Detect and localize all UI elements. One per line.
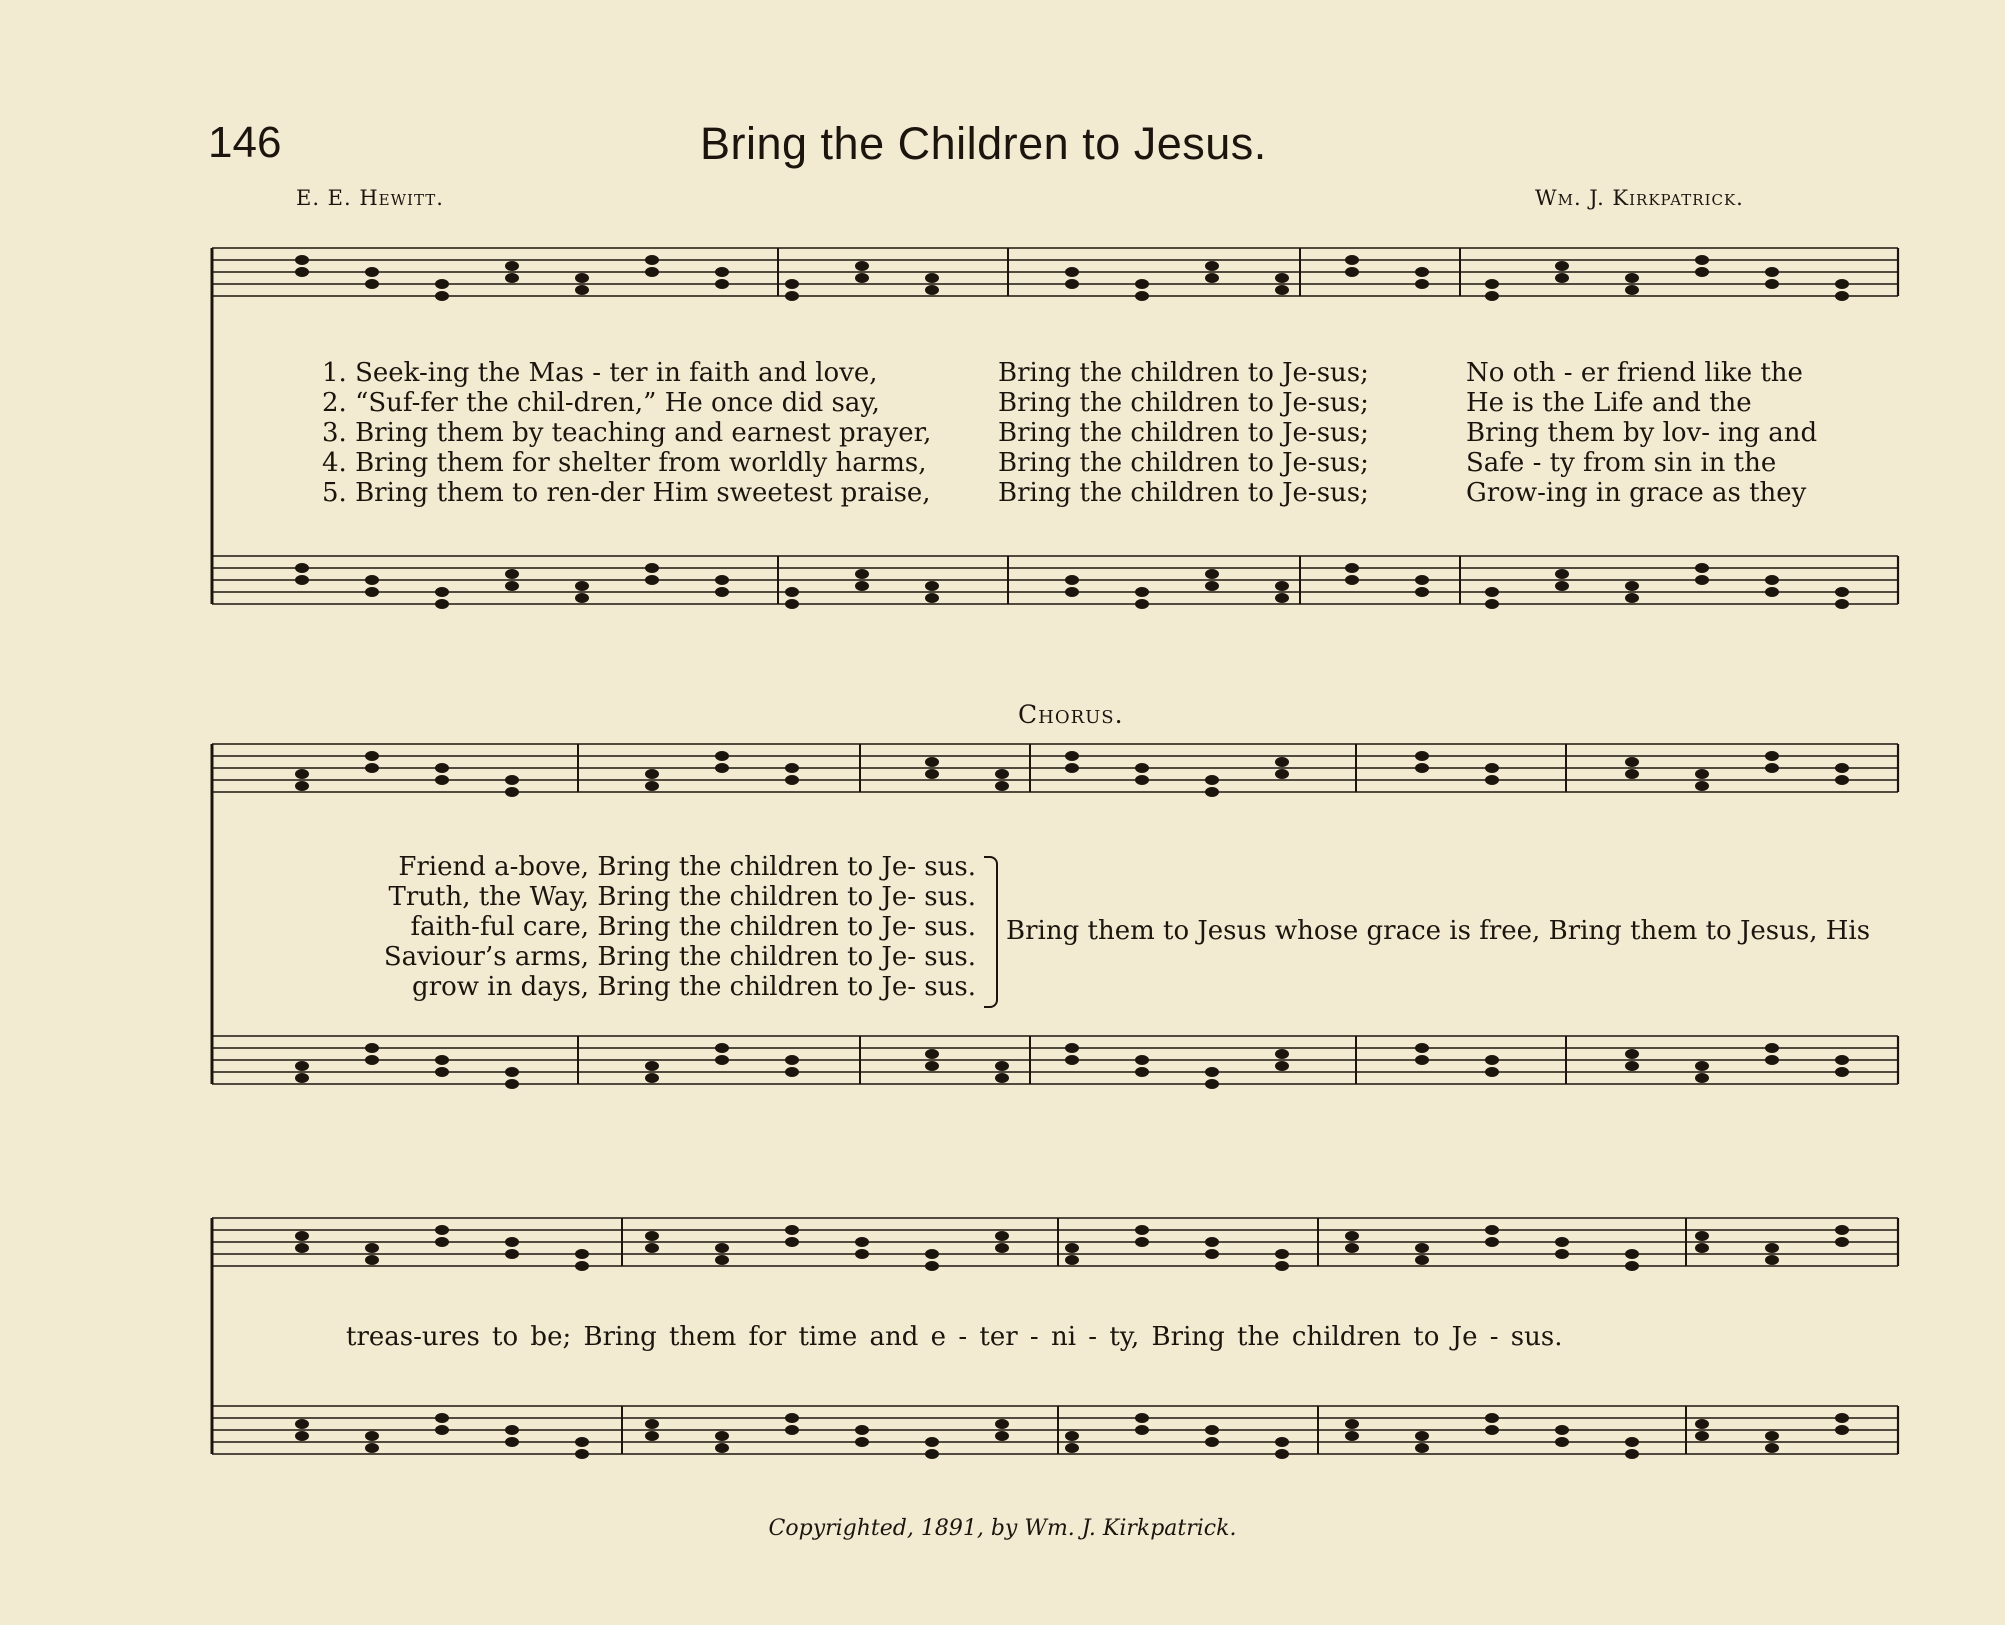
note-head: [925, 1449, 939, 1459]
note-head: [855, 273, 869, 283]
note-head: [1695, 1061, 1709, 1071]
note-head: [1625, 1249, 1639, 1259]
note-head: [1485, 291, 1499, 301]
note-head: [1835, 1425, 1849, 1435]
note-head: [435, 1225, 449, 1235]
note-head: [855, 1237, 869, 1247]
note-head: [1765, 587, 1779, 597]
note-head: [435, 775, 449, 785]
note-head: [1415, 1443, 1429, 1453]
note-head: [645, 1419, 659, 1429]
note-head: [1065, 751, 1079, 761]
note-head: [365, 1443, 379, 1453]
note-head: [1835, 1225, 1849, 1235]
note-head: [645, 1073, 659, 1083]
note-head: [645, 1061, 659, 1071]
verse-refrain: Bring the children to Je-sus;: [998, 418, 1369, 448]
note-head: [785, 1067, 799, 1077]
note-head: [1135, 599, 1149, 609]
note-head: [1205, 569, 1219, 579]
note-head: [1135, 763, 1149, 773]
note-head: [715, 587, 729, 597]
note-head: [1065, 279, 1079, 289]
note-head: [1765, 1443, 1779, 1453]
note-head: [1135, 587, 1149, 597]
note-head: [715, 279, 729, 289]
note-head: [1415, 1255, 1429, 1265]
note-head: [1275, 1049, 1289, 1059]
note-head: [505, 1079, 519, 1089]
note-head: [1555, 273, 1569, 283]
note-head: [1065, 1043, 1079, 1053]
note-head: [505, 261, 519, 271]
note-head: [1275, 1061, 1289, 1071]
note-head: [1835, 279, 1849, 289]
verse-text: 5. Bring them to ren-der Him sweetest praise,: [322, 478, 931, 508]
note-head: [435, 1237, 449, 1247]
note-head: [715, 1243, 729, 1253]
note-head: [1205, 1425, 1219, 1435]
note-head: [1275, 1437, 1289, 1447]
note-head: [435, 587, 449, 597]
note-head: [1625, 1449, 1639, 1459]
note-head: [785, 1225, 799, 1235]
note-head: [785, 599, 799, 609]
note-head: [1135, 291, 1149, 301]
note-head: [1205, 1249, 1219, 1259]
note-head: [1415, 1055, 1429, 1065]
note-head: [1415, 1043, 1429, 1053]
note-head: [1485, 279, 1499, 289]
note-head: [575, 1449, 589, 1459]
note-head: [855, 569, 869, 579]
note-head: [1695, 1431, 1709, 1441]
note-head: [505, 775, 519, 785]
note-head: [1065, 1255, 1079, 1265]
note-head: [1205, 775, 1219, 785]
note-head: [1345, 563, 1359, 573]
note-head: [435, 1425, 449, 1435]
note-head: [1765, 1255, 1779, 1265]
verse-refrain: Bring the children to Je-sus;: [998, 478, 1369, 508]
note-head: [505, 273, 519, 283]
note-head: [1555, 1437, 1569, 1447]
note-head: [1275, 273, 1289, 283]
note-head: [645, 769, 659, 779]
note-head: [1765, 279, 1779, 289]
note-head: [1205, 1237, 1219, 1247]
note-head: [1695, 575, 1709, 585]
note-head: [1765, 1243, 1779, 1253]
note-head: [785, 291, 799, 301]
note-head: [715, 763, 729, 773]
note-head: [645, 1431, 659, 1441]
note-head: [1065, 575, 1079, 585]
note-head: [1625, 285, 1639, 295]
note-head: [1835, 1237, 1849, 1247]
note-head: [1485, 1055, 1499, 1065]
note-head: [715, 1431, 729, 1441]
note-head: [365, 1243, 379, 1253]
note-head: [1345, 1231, 1359, 1241]
note-head: [575, 593, 589, 603]
note-head: [715, 1055, 729, 1065]
note-head: [715, 751, 729, 761]
note-head: [855, 1425, 869, 1435]
note-head: [925, 769, 939, 779]
note-head: [1765, 1043, 1779, 1053]
note-head: [1205, 581, 1219, 591]
note-head: [435, 599, 449, 609]
note-head: [995, 1061, 1009, 1071]
note-head: [295, 781, 309, 791]
note-head: [365, 587, 379, 597]
note-head: [1835, 587, 1849, 597]
hymn-title: Bring the Children to Jesus.: [700, 118, 1267, 169]
verse-text: 3. Bring them by teaching and earnest prayer,: [322, 418, 932, 448]
note-head: [365, 279, 379, 289]
note-head: [1275, 593, 1289, 603]
note-head: [1135, 1067, 1149, 1077]
note-head: [925, 1261, 939, 1271]
note-head: [1765, 267, 1779, 277]
note-head: [1415, 763, 1429, 773]
note-head: [1695, 563, 1709, 573]
note-head: [645, 781, 659, 791]
note-head: [295, 1061, 309, 1071]
note-head: [1205, 261, 1219, 271]
note-head: [435, 291, 449, 301]
note-head: [1065, 1243, 1079, 1253]
note-head: [1485, 1225, 1499, 1235]
note-head: [1555, 581, 1569, 591]
note-head: [995, 1243, 1009, 1253]
composer-credit: Wm. J. Kirkpatrick.: [1535, 186, 1744, 210]
note-head: [1765, 1055, 1779, 1065]
note-head: [715, 1255, 729, 1265]
note-head: [925, 1061, 939, 1071]
verse-ending: grow in days, Bring the children to Je- sus.: [412, 972, 976, 1002]
note-head: [1695, 255, 1709, 265]
verse-refrain: Bring the children to Je-sus;: [998, 358, 1369, 388]
note-head: [365, 1431, 379, 1441]
note-head: [1345, 267, 1359, 277]
note-head: [575, 285, 589, 295]
note-head: [645, 575, 659, 585]
copyright-notice: Copyrighted, 1891, by Wm. J. Kirkpatrick.: [768, 1516, 1237, 1541]
note-head: [505, 787, 519, 797]
note-head: [1625, 1049, 1639, 1059]
note-head: [1415, 279, 1429, 289]
note-head: [1555, 569, 1569, 579]
note-head: [1415, 1431, 1429, 1441]
note-head: [1275, 769, 1289, 779]
chorus-lyric-line: Bring them to Jesus whose grace is free, Bring them to Jesus, His: [1006, 916, 1871, 946]
verse-text: 4. Bring them for shelter from worldly harms,: [322, 448, 927, 478]
note-head: [785, 1237, 799, 1247]
note-head: [1275, 581, 1289, 591]
note-head: [1555, 261, 1569, 271]
note-head: [1625, 593, 1639, 603]
note-head: [855, 1249, 869, 1259]
note-head: [1415, 575, 1429, 585]
verse-ending: Friend a-bove, Bring the children to Je- sus.: [398, 852, 976, 882]
verse-continuation: No oth - er friend like the: [1466, 358, 1803, 388]
note-head: [1485, 1425, 1499, 1435]
note-head: [925, 581, 939, 591]
note-head: [1135, 279, 1149, 289]
note-head: [1205, 273, 1219, 283]
note-head: [1065, 587, 1079, 597]
note-head: [715, 1043, 729, 1053]
note-head: [645, 1243, 659, 1253]
note-head: [855, 1437, 869, 1447]
note-head: [295, 1419, 309, 1429]
note-head: [1625, 273, 1639, 283]
note-head: [785, 1055, 799, 1065]
note-head: [1765, 763, 1779, 773]
note-head: [1205, 787, 1219, 797]
verse-text: 1. Seek-ing the Mas - ter in faith and love,: [322, 358, 878, 388]
note-head: [715, 1443, 729, 1453]
note-head: [925, 1049, 939, 1059]
note-head: [1345, 1243, 1359, 1253]
lyricist-credit: E. E. Hewitt.: [296, 186, 444, 210]
note-head: [435, 1055, 449, 1065]
note-head: [1135, 1413, 1149, 1423]
chorus-label: Chorus.: [1018, 700, 1124, 729]
note-head: [785, 1413, 799, 1423]
note-head: [1555, 1237, 1569, 1247]
verse-continuation: He is the Life and the: [1466, 388, 1752, 418]
note-head: [1065, 1443, 1079, 1453]
note-head: [1485, 1067, 1499, 1077]
note-head: [505, 569, 519, 579]
note-head: [365, 751, 379, 761]
note-head: [505, 1067, 519, 1077]
note-head: [1275, 1261, 1289, 1271]
note-head: [1835, 1055, 1849, 1065]
verse-lyrics: [322, 358, 1892, 513]
note-head: [645, 1231, 659, 1241]
note-head: [1835, 1413, 1849, 1423]
verse-ending: Truth, the Way, Bring the children to Je- sus.: [388, 882, 976, 912]
note-head: [1625, 581, 1639, 591]
note-head: [505, 581, 519, 591]
note-head: [1275, 757, 1289, 767]
note-head: [295, 1231, 309, 1241]
note-head: [505, 1237, 519, 1247]
note-head: [575, 1437, 589, 1447]
note-head: [1625, 757, 1639, 767]
note-head: [435, 279, 449, 289]
note-head: [995, 1073, 1009, 1083]
note-head: [855, 581, 869, 591]
note-head: [1205, 1437, 1219, 1447]
note-head: [1485, 1413, 1499, 1423]
note-head: [1485, 775, 1499, 785]
chorus-verse-endings: [290, 852, 990, 1012]
note-head: [1695, 1243, 1709, 1253]
note-head: [365, 267, 379, 277]
note-head: [505, 1437, 519, 1447]
note-head: [295, 255, 309, 265]
note-head: [435, 1413, 449, 1423]
note-head: [1485, 599, 1499, 609]
note-head: [1345, 255, 1359, 265]
note-head: [575, 581, 589, 591]
note-head: [1135, 1055, 1149, 1065]
note-head: [1415, 1243, 1429, 1253]
note-head: [925, 1437, 939, 1447]
note-head: [995, 769, 1009, 779]
note-head: [995, 1231, 1009, 1241]
note-head: [1625, 1261, 1639, 1271]
note-head: [995, 781, 1009, 791]
note-head: [855, 261, 869, 271]
note-head: [1765, 575, 1779, 585]
note-head: [1625, 769, 1639, 779]
note-head: [1485, 1237, 1499, 1247]
note-head: [925, 285, 939, 295]
note-head: [1555, 1249, 1569, 1259]
verse-continuation: Grow-ing in grace as they: [1466, 478, 1807, 508]
note-head: [785, 775, 799, 785]
note-head: [1135, 775, 1149, 785]
note-head: [1345, 1431, 1359, 1441]
note-head: [505, 1425, 519, 1435]
note-head: [1205, 1067, 1219, 1077]
note-head: [575, 1249, 589, 1259]
page-number: 146: [208, 118, 282, 167]
note-head: [715, 575, 729, 585]
note-head: [295, 1431, 309, 1441]
note-head: [365, 1055, 379, 1065]
note-head: [1345, 1419, 1359, 1429]
note-head: [645, 267, 659, 277]
verse-continuation: Safe - ty from sin in the: [1466, 448, 1777, 478]
note-head: [1835, 775, 1849, 785]
note-head: [645, 255, 659, 265]
note-head: [1275, 1449, 1289, 1459]
note-head: [1835, 1067, 1849, 1077]
verse-refrain: Bring the children to Je-sus;: [998, 448, 1369, 478]
note-head: [365, 575, 379, 585]
note-head: [1275, 1249, 1289, 1259]
final-lyric-line: treas-ures to be; Bring them for time and e - ter - ni - ty, Bring the children to Je - sus.: [346, 1322, 1563, 1352]
note-head: [1415, 587, 1429, 597]
note-head: [1695, 1231, 1709, 1241]
note-head: [1415, 267, 1429, 277]
note-head: [295, 1243, 309, 1253]
note-head: [785, 587, 799, 597]
note-head: [1205, 1079, 1219, 1089]
note-head: [1485, 587, 1499, 597]
note-head: [995, 1431, 1009, 1441]
note-head: [1135, 1225, 1149, 1235]
note-head: [1275, 285, 1289, 295]
note-head: [1835, 763, 1849, 773]
note-head: [785, 279, 799, 289]
note-head: [995, 1419, 1009, 1429]
note-head: [1625, 1437, 1639, 1447]
note-head: [645, 563, 659, 573]
note-head: [1555, 1425, 1569, 1435]
verse-continuation: Bring them by lov- ing and: [1466, 418, 1818, 448]
note-head: [365, 1043, 379, 1053]
note-head: [925, 757, 939, 767]
note-head: [295, 769, 309, 779]
note-head: [575, 273, 589, 283]
note-head: [365, 763, 379, 773]
note-head: [295, 1073, 309, 1083]
note-head: [1415, 751, 1429, 761]
note-head: [925, 1249, 939, 1259]
verse-ending: Saviour’s arms, Bring the children to Je- sus.: [383, 942, 976, 972]
note-head: [925, 593, 939, 603]
note-head: [575, 1261, 589, 1271]
note-head: [435, 763, 449, 773]
note-head: [1065, 763, 1079, 773]
note-head: [1065, 1055, 1079, 1065]
note-head: [1485, 763, 1499, 773]
note-head: [1065, 267, 1079, 277]
note-head: [1835, 291, 1849, 301]
note-head: [1135, 1425, 1149, 1435]
note-head: [785, 1425, 799, 1435]
note-head: [295, 563, 309, 573]
note-head: [1345, 575, 1359, 585]
note-head: [1695, 769, 1709, 779]
note-head: [1695, 1073, 1709, 1083]
note-head: [505, 1249, 519, 1259]
note-head: [785, 763, 799, 773]
note-head: [1695, 267, 1709, 277]
note-head: [1695, 781, 1709, 791]
note-head: [1765, 751, 1779, 761]
verse-text: 2. “Suf-fer the chil-dren,” He once did say,: [322, 388, 880, 418]
note-head: [925, 273, 939, 283]
note-head: [1135, 1237, 1149, 1247]
note-head: [1065, 1431, 1079, 1441]
verse-ending: faith-ful care, Bring the children to Je- sus.: [410, 912, 976, 942]
note-head: [365, 1255, 379, 1265]
verse-refrain: Bring the children to Je-sus;: [998, 388, 1369, 418]
note-head: [295, 267, 309, 277]
note-head: [1695, 1419, 1709, 1429]
note-head: [1765, 1431, 1779, 1441]
note-head: [1625, 1061, 1639, 1071]
note-head: [435, 1067, 449, 1077]
verse-brace: [984, 856, 998, 1008]
note-head: [295, 575, 309, 585]
note-head: [715, 267, 729, 277]
note-head: [1835, 599, 1849, 609]
